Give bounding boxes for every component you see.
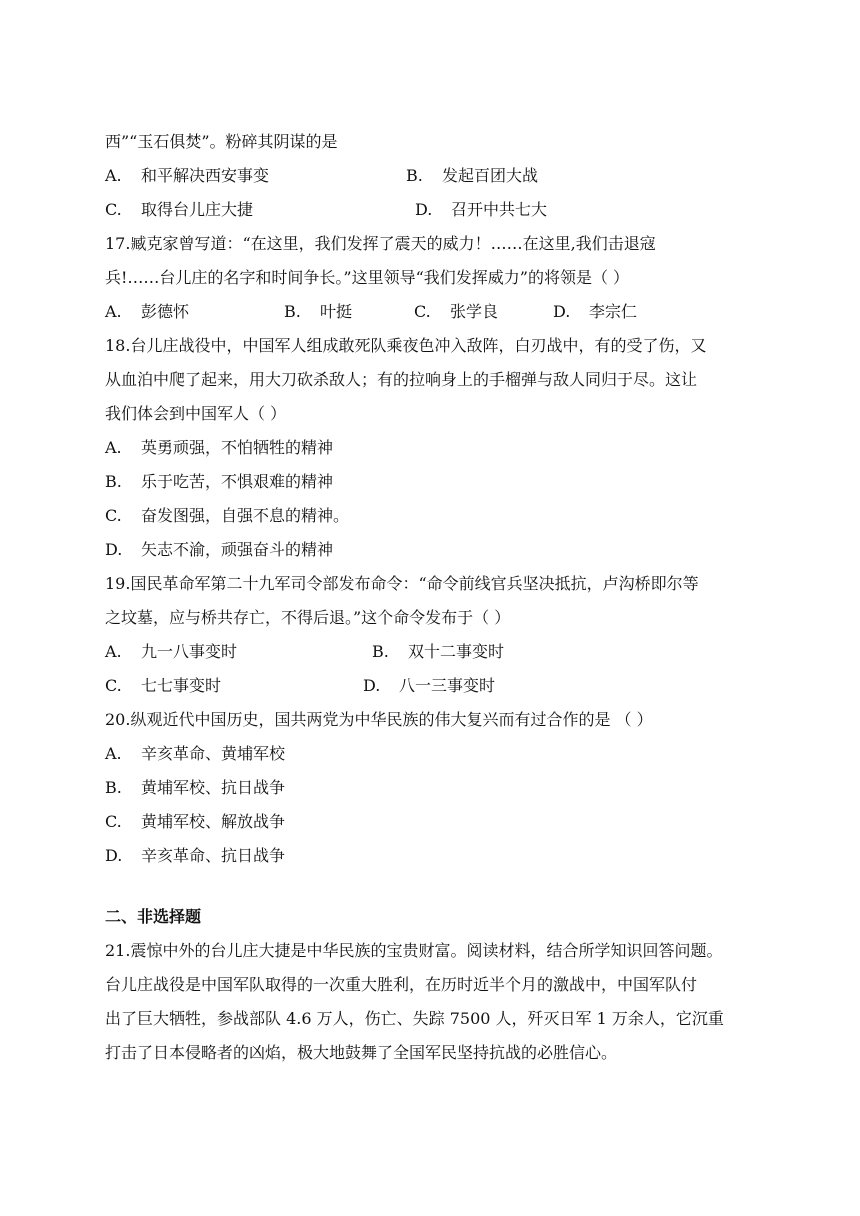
q19-options-row-2 <box>105 676 495 696</box>
option-letter: B. <box>105 778 122 797</box>
option-letter: D. <box>105 540 123 559</box>
q20-option-d <box>105 846 285 866</box>
option-text: 李宗仁 <box>589 302 638 321</box>
q16-options-row-1 <box>105 166 538 186</box>
q18-option-b <box>105 472 333 492</box>
q21-stem-line-1: 21.震惊中外的台儿庄大捷是中华民族的宝贵财富。阅读材料，结合所学知识回答问题。 <box>105 941 723 960</box>
option-letter: A. <box>105 642 122 661</box>
q20-stem-line-1: 20.纵观近代中国历史，国共两党为中华民族的伟大复兴而有过合作的是 （ ） <box>105 710 653 729</box>
option-text: 彭德怀 <box>141 302 190 321</box>
q17-option-c <box>414 302 553 322</box>
option-text: 七七事变时 <box>141 676 222 695</box>
option-letter: D. <box>363 676 381 695</box>
option-text: 和平解决西安事变 <box>141 166 270 185</box>
q21-material-line-2: 出了巨大牺牲，参战部队 4.6 万人，伤亡、失踪 7500 人，歼灭日军 1 万余人，它沉重 <box>105 1009 724 1028</box>
q20-option-a <box>105 744 285 764</box>
option-text: 召开中共七大 <box>451 200 548 219</box>
q20-option-b <box>105 778 285 798</box>
q18-stem-line-1: 18.台儿庄战役中，中国军人组成敢死队乘夜色冲入敌阵，白刃战中，有的受了伤，又 <box>105 336 707 355</box>
option-letter: D. <box>553 302 571 321</box>
q19-option-b <box>372 642 504 662</box>
q19-option-d <box>363 676 495 696</box>
q17-option-d <box>553 302 637 322</box>
q19-stem-line-1: 19.国民革命军第二十九军司令部发布命令：“命令前线官兵坚决抵抗，卢沟桥即尔等 <box>105 574 699 593</box>
option-text: 双十二事变时 <box>408 642 505 661</box>
q17-stem-line-2: 兵!……台儿庄的名字和时间争长。”这里领导“我们发挥威力”的将领是（ ） <box>105 268 630 287</box>
option-text: 辛亥革命、抗日战争 <box>141 846 286 865</box>
option-text: 辛亥革命、黄埔军校 <box>141 744 286 763</box>
option-letter: B. <box>406 166 423 185</box>
option-text: 发起百团大战 <box>442 166 539 185</box>
q17-options-row <box>105 302 637 322</box>
option-text: 取得台儿庄大捷 <box>141 200 254 219</box>
option-text: 黄埔军校、解放战争 <box>141 812 286 831</box>
q16-option-c <box>105 200 415 220</box>
option-text: 九一八事变时 <box>141 642 238 661</box>
option-text: 张学良 <box>450 302 499 321</box>
option-letter: C. <box>414 302 431 321</box>
option-letter: C. <box>105 506 122 525</box>
option-letter: B. <box>284 302 301 321</box>
option-letter: A. <box>105 302 122 321</box>
q16-options-row-2 <box>105 200 547 220</box>
q17-option-a <box>105 302 284 322</box>
option-text: 黄埔军校、抗日战争 <box>141 778 286 797</box>
option-letter: C. <box>105 200 122 219</box>
q18-stem-line-2: 从血泊中爬了起来，用大刀砍杀敌人；有的拉响身上的手榴弹与敌人同归于尽。这让 <box>105 370 698 389</box>
option-letter: B. <box>372 642 389 661</box>
q17-option-b <box>284 302 414 322</box>
option-letter: D. <box>105 846 123 865</box>
option-text: 矢志不渝，顽强奋斗的精神 <box>141 540 334 559</box>
q16-text-tail: 西”“玉石俱焚”。粉碎其阴谋的是 <box>105 132 338 151</box>
q18-option-d <box>105 540 333 560</box>
option-letter: B. <box>105 472 122 491</box>
q20-option-c <box>105 812 285 832</box>
option-letter: A. <box>105 166 122 185</box>
q18-option-c <box>105 506 349 526</box>
q16-option-b <box>406 166 538 186</box>
q18-option-a <box>105 438 333 458</box>
q19-stem-line-2: 之坟墓，应与桥共存亡，不得后退。”这个命令发布于（ ） <box>105 608 511 627</box>
q17-stem-line-1: 17.臧克家曾写道：“在这里，我们发挥了震天的威力！……在这里,我们击退寇 <box>105 234 656 253</box>
section-heading-non-choice: 二、非选择题 <box>105 907 202 926</box>
option-text: 乐于吃苦，不惧艰难的精神 <box>141 472 334 491</box>
q21-material-line-1: 台儿庄战役是中国军队取得的一次重大胜利，在历时近半个月的激战中，中国军队付 <box>105 975 698 994</box>
option-text: 八一三事变时 <box>399 676 496 695</box>
option-text: 奋发图强，自强不息的精神。 <box>141 506 350 525</box>
option-letter: C. <box>105 676 122 695</box>
q19-option-c <box>105 676 363 696</box>
q18-stem-line-3: 我们体会到中国军人（ ） <box>105 404 287 423</box>
option-text: 叶挺 <box>320 302 353 321</box>
q19-options-row-1 <box>105 642 504 662</box>
q21-material-line-3: 打击了日本侵略者的凶焰，极大地鼓舞了全国军民坚持抗战的必胜信心。 <box>105 1043 618 1062</box>
option-letter: A. <box>105 744 122 763</box>
option-letter: A. <box>105 438 122 457</box>
q16-option-d <box>415 200 547 220</box>
q16-option-a <box>105 166 406 186</box>
option-letter: D. <box>415 200 433 219</box>
option-letter: C. <box>105 812 122 831</box>
q19-option-a <box>105 642 372 662</box>
option-text: 英勇顽强，不怕牺牲的精神 <box>141 438 334 457</box>
